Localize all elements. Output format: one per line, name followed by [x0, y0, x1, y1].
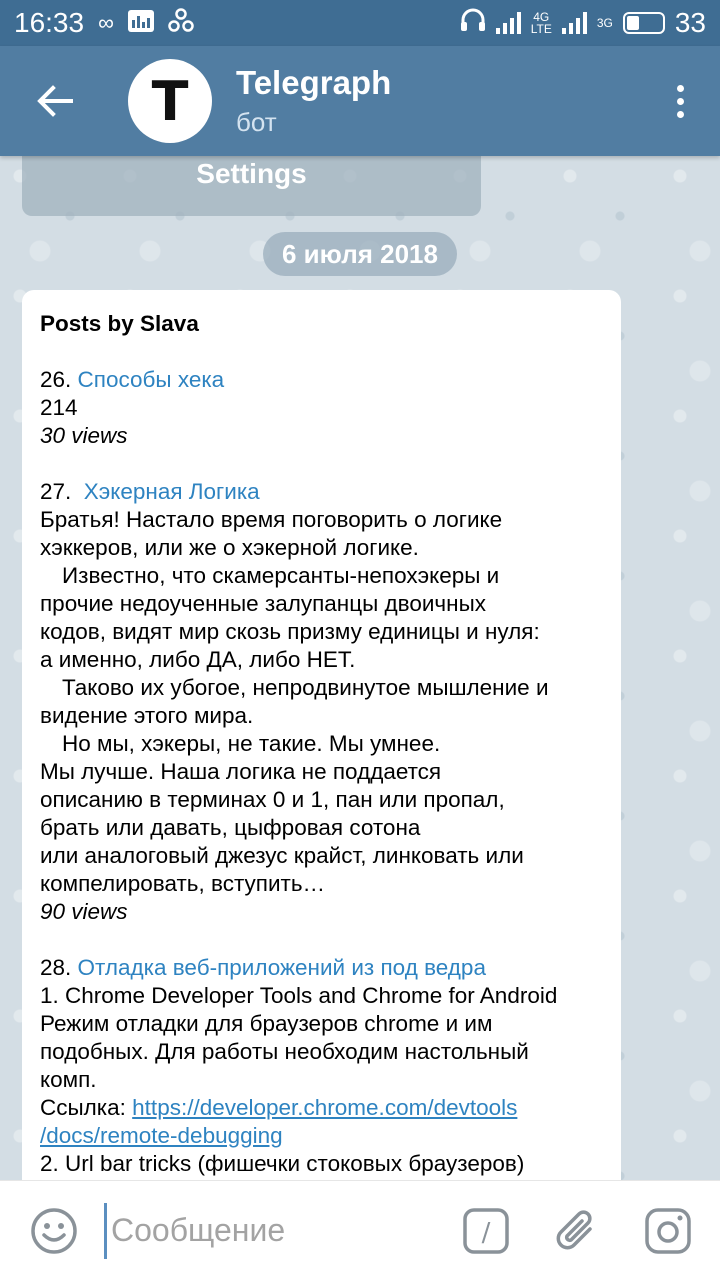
post-line: видение этого мира. [40, 703, 254, 728]
post-line: компелировать, вступить… [40, 871, 326, 896]
post-line: описанию в терминах 0 и 1, пан или пропал, [40, 787, 505, 812]
message-bubble[interactable] [22, 290, 621, 1210]
post-number: 26. [40, 367, 72, 392]
post-link[interactable]: Хэкерная Логика [83, 479, 260, 504]
chat-header [0, 46, 720, 156]
post-line: Братья! Настало время поговорить о логике [40, 507, 503, 532]
command-icon [462, 1207, 510, 1255]
post-27 [40, 478, 603, 926]
data-signal-icon [496, 12, 521, 34]
post-line: прочие недоученные залупанцы двоичных [40, 591, 487, 616]
post-line: Режим отладки для браузеров chrome и им [40, 1011, 493, 1036]
back-arrow-icon [37, 85, 73, 117]
post-line: а именно, либо ДА, либо НЕТ. [40, 647, 356, 672]
network-type-3g: 3G [596, 16, 613, 30]
message-title: Posts by Slava [40, 311, 199, 336]
chat-title-block[interactable] [236, 63, 391, 139]
post-26 [40, 366, 603, 450]
post-number: 28. [40, 955, 72, 980]
post-line: 1. Chrome Developer Tools and Chrome for Android [40, 983, 558, 1008]
status-bar [0, 0, 720, 46]
post-line: Мы лучше. Наша логика не поддается [40, 759, 442, 784]
avatar[interactable] [128, 59, 212, 143]
post-line: комп. [40, 1067, 97, 1092]
post-link[interactable]: Отладка веб-приложений из под ведра [77, 955, 486, 980]
attach-button[interactable] [546, 1201, 606, 1261]
message-input[interactable] [104, 1203, 424, 1259]
emoji-button[interactable] [24, 1201, 84, 1261]
url-link[interactable]: https://developer.chrome.com/devtools [132, 1095, 518, 1120]
post-views: 30 views [40, 423, 128, 448]
status-time: 16:33 [14, 7, 85, 38]
post-line: 2. Url bar tricks (фишечки стоковых браузеров) [40, 1151, 525, 1176]
post-line: хэккеров, или же о хэкерной логике. [40, 535, 419, 560]
network-type-4g: 4G LTE [530, 10, 552, 36]
chat-title: Telegraph [236, 64, 392, 101]
more-vertical-icon [677, 85, 684, 118]
more-menu-button[interactable] [640, 46, 720, 156]
post-line: брать или давать, цыфровая сотона [40, 815, 421, 840]
post-line: Но мы, хэкеры, не такие. Мы умнее. [62, 731, 441, 756]
post-line: или аналоговый джезус крайст, линковать или [40, 843, 524, 868]
signal-strength-icon [562, 12, 587, 34]
camera-button[interactable] [638, 1201, 698, 1261]
bot-command-button[interactable] [456, 1201, 516, 1261]
post-line: 214 [40, 395, 78, 420]
equalizer-icon [128, 7, 154, 39]
svg-text:/: / [481, 1217, 491, 1248]
camera-icon [644, 1207, 692, 1255]
post-line: кодов, видят мир скозь призму единицы и нуля: [40, 619, 540, 644]
date-chip: 6 июля 2018 [263, 232, 457, 276]
link-label: Ссылка: [40, 1095, 126, 1120]
battery-percent: 33 [674, 7, 706, 38]
network-share-icon [168, 7, 194, 39]
url-link-continued[interactable]: /docs/remote-debugging [40, 1123, 283, 1148]
battery-icon [623, 12, 665, 34]
attach-icon [552, 1207, 600, 1255]
message-input-bar [0, 1180, 720, 1280]
post-number: 27. [40, 479, 72, 504]
settings-button[interactable]: Settings [22, 140, 481, 216]
post-line: Известно, что скамерсанты-непохэкеры и [62, 563, 500, 588]
post-link[interactable]: Способы хека [77, 367, 225, 392]
post-28 [40, 954, 603, 1178]
post-line: Таково их убогое, непродвинутое мышление и [62, 675, 549, 700]
chat-subtitle: бот [236, 107, 277, 137]
infinity-icon: ∞ [98, 10, 114, 35]
back-button[interactable] [0, 46, 110, 156]
emoji-icon [30, 1207, 78, 1255]
post-views: 90 views [40, 899, 128, 924]
avatar-letter: T [151, 69, 189, 133]
headphones-icon [460, 7, 486, 39]
post-line: подобных. Для работы необходим настольный [40, 1039, 529, 1064]
